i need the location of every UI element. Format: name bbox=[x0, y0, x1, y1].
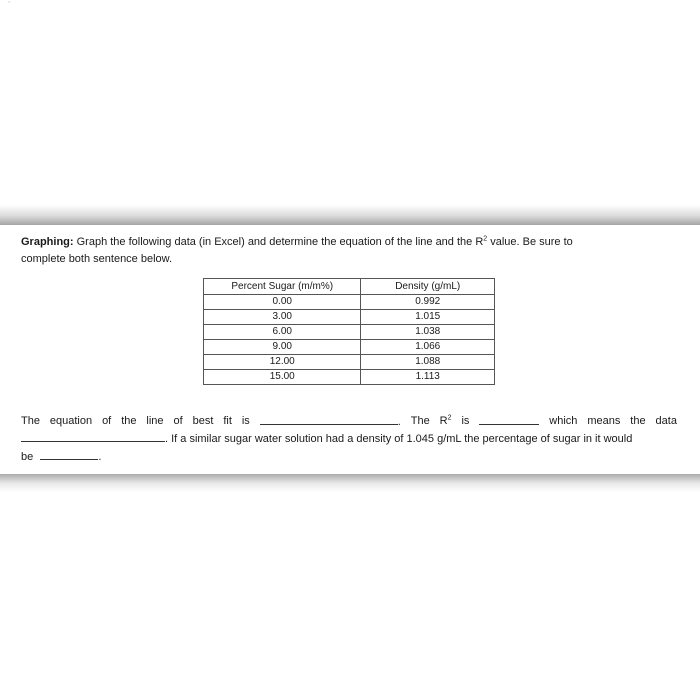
column-header-density: Density (g/mL) bbox=[361, 279, 495, 295]
cell-density: 1.088 bbox=[361, 355, 495, 370]
word: means bbox=[587, 415, 621, 427]
word: best bbox=[192, 415, 214, 427]
cell-density: 1.113 bbox=[361, 370, 495, 385]
sentence-line-1 bbox=[21, 413, 677, 431]
cell-density: 1.066 bbox=[361, 340, 495, 355]
column-header-percent-sugar: Percent Sugar (m/m%) bbox=[204, 279, 361, 295]
word: the bbox=[630, 415, 646, 427]
cell-percent-sugar: 3.00 bbox=[204, 310, 361, 325]
table-row bbox=[204, 310, 495, 325]
r-squared-superscript: 2 bbox=[447, 414, 452, 422]
period: . bbox=[397, 416, 401, 428]
data-table bbox=[203, 278, 495, 385]
meaning-blank[interactable] bbox=[21, 430, 165, 442]
word: data bbox=[655, 415, 677, 427]
instructions-heading: Graphing: bbox=[21, 236, 74, 248]
sentence-line-2 bbox=[21, 430, 677, 448]
word: be bbox=[21, 451, 34, 463]
cell-percent-sugar: 12.00 bbox=[204, 355, 361, 370]
word: equation bbox=[49, 415, 93, 427]
r-squared-superscript: 2 bbox=[483, 235, 488, 243]
word: The bbox=[21, 415, 40, 427]
instructions-line2: complete both sentence below. bbox=[21, 253, 173, 265]
r-letter: R bbox=[439, 415, 448, 427]
word: line bbox=[146, 415, 164, 427]
word: the bbox=[121, 415, 137, 427]
table-row bbox=[204, 295, 495, 310]
word: is bbox=[241, 415, 250, 427]
table-row bbox=[204, 355, 495, 370]
instructions-text: Graph the following data (in Excel) and determine the equation of the line and the R bbox=[73, 236, 484, 248]
cell-density: 0.992 bbox=[361, 295, 495, 310]
cell-percent-sugar: 0.00 bbox=[204, 295, 361, 310]
instructions bbox=[21, 234, 661, 268]
table-row bbox=[204, 370, 495, 385]
cell-percent-sugar: 9.00 bbox=[204, 340, 361, 355]
table-header-row bbox=[204, 279, 495, 295]
worksheet-strip bbox=[0, 225, 700, 474]
equation-blank[interactable] bbox=[260, 413, 398, 425]
word: which bbox=[549, 415, 578, 427]
sentence-line-3 bbox=[21, 448, 677, 466]
cell-percent-sugar: 6.00 bbox=[204, 325, 361, 340]
word: The bbox=[410, 415, 430, 427]
r-squared-blank[interactable] bbox=[479, 413, 539, 425]
instructions-text-end: value. Be sure to bbox=[487, 236, 573, 248]
cell-density: 1.038 bbox=[361, 325, 495, 340]
table-row bbox=[204, 325, 495, 340]
cell-percent-sugar: 15.00 bbox=[204, 370, 361, 385]
table-row bbox=[204, 340, 495, 355]
paper-shadow-top bbox=[0, 205, 700, 225]
period: . bbox=[98, 451, 102, 463]
sentence-text: . If a similar sugar water solution had a density of 1.045 g/mL the percentage of sugar in it would bbox=[165, 433, 633, 445]
percentage-blank[interactable] bbox=[40, 448, 98, 460]
word: is bbox=[461, 415, 470, 427]
word: fit bbox=[223, 415, 232, 427]
word: of bbox=[173, 415, 183, 427]
paper-shadow-bottom bbox=[0, 474, 700, 492]
cell-density: 1.015 bbox=[361, 310, 495, 325]
word: of bbox=[102, 415, 112, 427]
corner-mark: ’’ bbox=[8, 2, 11, 8]
